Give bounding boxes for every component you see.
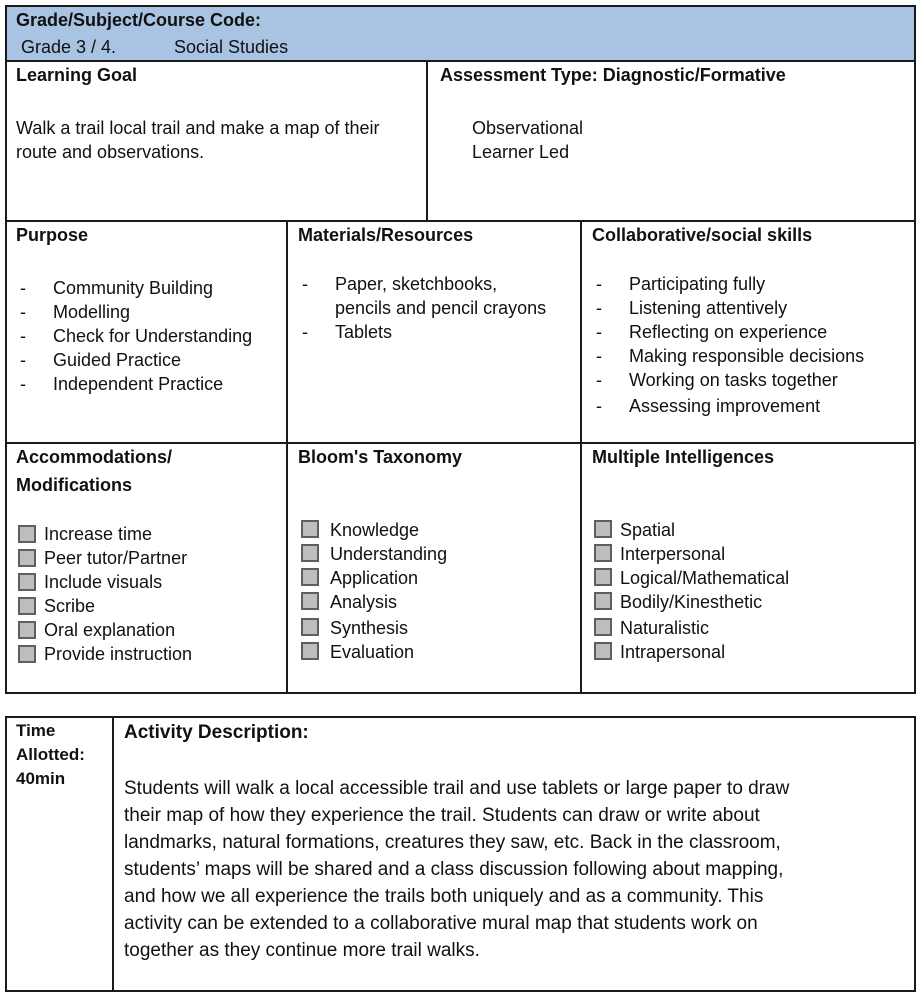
- checkbox[interactable]: [594, 592, 612, 610]
- materials-item-cont: pencils and pencil crayons: [335, 298, 547, 318]
- checkbox[interactable]: [594, 618, 612, 636]
- bullet-dash: -: [20, 326, 26, 346]
- blooms-label: Application: [330, 568, 419, 588]
- activity-line: their map of how they experience the trail. Students can draw or write about: [124, 805, 760, 826]
- bullet-dash: -: [596, 298, 602, 318]
- lower-border-bottom: [5, 990, 916, 992]
- checkbox[interactable]: [18, 597, 36, 615]
- bullet-dash: -: [302, 274, 308, 294]
- checkbox[interactable]: [18, 621, 36, 639]
- blooms-label: Analysis: [330, 592, 398, 612]
- bullet-dash: -: [20, 350, 26, 370]
- checkbox[interactable]: [18, 645, 36, 663]
- time-label: Time: [16, 721, 56, 740]
- activity-line: and how we all experience the trails both uniquely and as a community. This: [124, 886, 764, 907]
- checkbox[interactable]: [594, 520, 612, 538]
- checkbox[interactable]: [301, 618, 319, 636]
- checkbox[interactable]: [594, 642, 612, 660]
- time-activity-divider: [112, 716, 114, 992]
- bullet-dash: -: [596, 322, 602, 342]
- bullet-dash: -: [20, 278, 26, 298]
- accommodation-label: Peer tutor/Partner: [44, 548, 188, 568]
- collab-item: Working on tasks together: [629, 370, 838, 390]
- checkbox[interactable]: [301, 544, 319, 562]
- blooms-label: Knowledge: [330, 520, 420, 540]
- purpose-item: Guided Practice: [53, 350, 182, 370]
- intelligences-title: Multiple Intelligences: [592, 447, 775, 467]
- bullet-dash: -: [596, 274, 602, 294]
- time-label-cont: Allotted:: [16, 745, 85, 764]
- collab-item: Assessing improvement: [629, 396, 821, 416]
- learning-goal-text-line1: Walk a trail local trail and make a map of their: [16, 118, 380, 138]
- checkbox[interactable]: [18, 573, 36, 591]
- checkbox[interactable]: [594, 544, 612, 562]
- materials-item: Tablets: [335, 322, 393, 342]
- table-border-right: [914, 5, 916, 694]
- collab-title: Collaborative/social skills: [592, 225, 813, 245]
- checkbox[interactable]: [301, 642, 319, 660]
- intelligence-label: Naturalistic: [620, 618, 710, 638]
- materials-title: Materials/Resources: [298, 225, 474, 245]
- col2-divider: [580, 220, 582, 694]
- checkbox[interactable]: [301, 520, 319, 538]
- lower-border-right: [914, 716, 916, 992]
- goal-assessment-divider: [426, 60, 428, 222]
- intelligence-label: Interpersonal: [620, 544, 726, 564]
- blooms-label: Evaluation: [330, 642, 415, 662]
- purpose-item: Modelling: [53, 302, 131, 322]
- learning-goal-title: Learning Goal: [16, 65, 138, 85]
- intelligence-label: Spatial: [620, 520, 676, 540]
- intelligence-label: Bodily/Kinesthetic: [620, 592, 763, 612]
- assessment-item: Observational: [472, 118, 584, 138]
- purpose-item: Independent Practice: [53, 374, 224, 394]
- time-value: 40min: [16, 769, 66, 788]
- collab-item: Participating fully: [629, 274, 766, 294]
- accommodation-label: Increase time: [44, 524, 153, 544]
- header-label: Grade/Subject/Course Code:: [16, 10, 262, 30]
- lower-border-top: [5, 716, 916, 718]
- purpose-item: Check for Understanding: [53, 326, 253, 346]
- header-divider: [5, 60, 916, 62]
- checkbox[interactable]: [301, 568, 319, 586]
- activity-line: activity can be extended to a collaborative mural map that students work on: [124, 913, 758, 934]
- lower-border-left: [5, 716, 7, 992]
- collab-item: Listening attentively: [629, 298, 788, 318]
- learning-goal-text-line2: route and observations.: [16, 142, 205, 162]
- purpose-item: Community Building: [53, 278, 214, 298]
- table-border-left: [5, 5, 7, 694]
- bullet-dash: -: [596, 396, 602, 416]
- accommodation-label: Scribe: [44, 596, 96, 616]
- purpose-title: Purpose: [16, 225, 89, 245]
- grade-text: Grade 3 / 4.: [21, 37, 117, 57]
- activity-line: together as they continue more trail walks.: [124, 940, 480, 961]
- bullet-dash: -: [20, 374, 26, 394]
- intelligence-label: Logical/Mathematical: [620, 568, 790, 588]
- bullet-dash: -: [596, 346, 602, 366]
- table-border-bottom: [5, 692, 916, 694]
- row1-divider: [5, 220, 916, 222]
- bullet-dash: -: [20, 302, 26, 322]
- activity-line: students’ maps will be shared and a class discussion following about mapping,: [124, 859, 784, 880]
- accommodations-title-cont: Modifications: [16, 475, 132, 495]
- accommodation-label: Oral explanation: [44, 620, 176, 640]
- subject-text: Social Studies: [174, 37, 289, 57]
- assessment-title: Assessment Type: Diagnostic/Formative: [440, 65, 786, 85]
- collab-item: Reflecting on experience: [629, 322, 828, 342]
- row2-divider: [5, 442, 916, 444]
- bullet-dash: -: [596, 370, 602, 390]
- collab-item: Making responsible decisions: [629, 346, 865, 366]
- blooms-title: Bloom's Taxonomy: [298, 447, 462, 467]
- col1-divider: [286, 220, 288, 694]
- materials-item: Paper, sketchbooks,: [335, 274, 498, 294]
- checkbox[interactable]: [18, 525, 36, 543]
- activity-line: Students will walk a local accessible trail and use tablets or large paper to draw: [124, 778, 790, 799]
- activity-line: landmarks, natural formations, creatures they saw, etc. Back in the classroom,: [124, 832, 781, 853]
- accommodation-label: Provide instruction: [44, 644, 193, 664]
- blooms-label: Understanding: [330, 544, 448, 564]
- blooms-label: Synthesis: [330, 618, 409, 638]
- activity-title: Activity Description:: [124, 722, 309, 743]
- bullet-dash: -: [302, 322, 308, 342]
- table-border-top: [5, 5, 916, 7]
- checkbox[interactable]: [18, 549, 36, 567]
- checkbox[interactable]: [301, 592, 319, 610]
- accommodation-label: Include visuals: [44, 572, 163, 592]
- checkbox[interactable]: [594, 568, 612, 586]
- intelligence-label: Intrapersonal: [620, 642, 726, 662]
- accommodations-title: Accommodations/: [16, 447, 173, 467]
- assessment-item: Learner Led: [472, 142, 570, 162]
